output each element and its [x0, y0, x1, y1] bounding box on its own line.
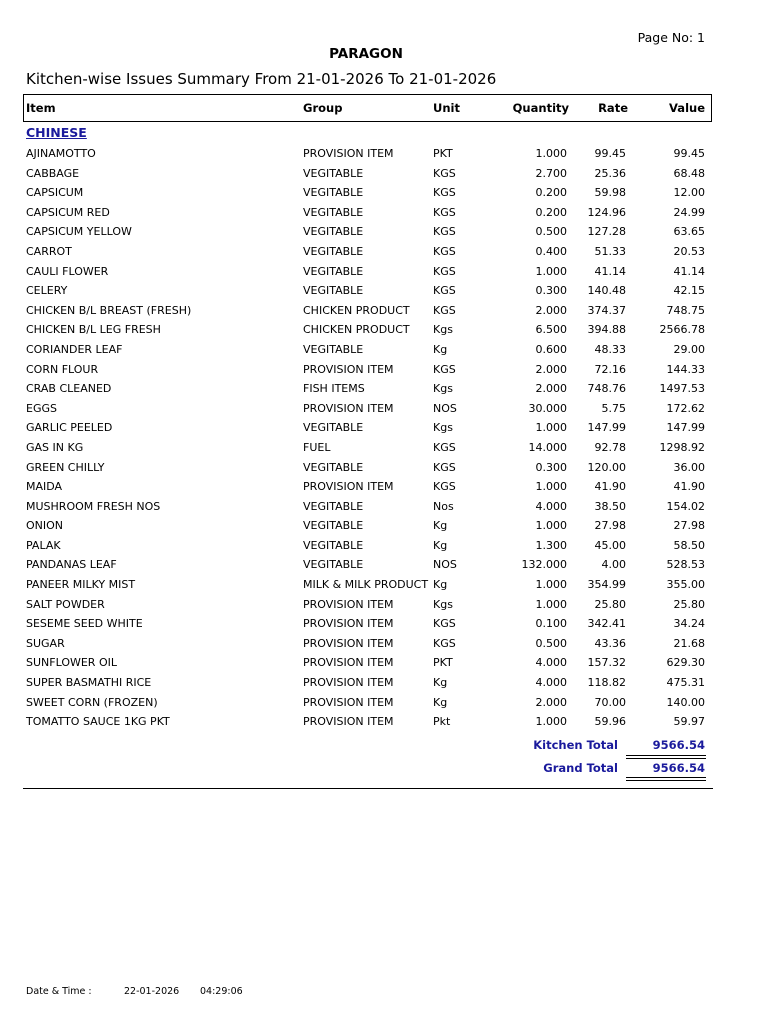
item-group: VEGITABLE [303, 460, 364, 474]
item-value: 475.31 [666, 676, 705, 690]
grand-total-value: 9566.54 [652, 761, 705, 775]
item-quantity: 2.000 [535, 382, 567, 396]
table-row [0, 183, 768, 203]
item-group: VEGITABLE [303, 205, 364, 219]
table-row [0, 614, 768, 634]
item-unit: KGS [433, 166, 456, 180]
item-quantity: 1.000 [535, 264, 567, 278]
item-quantity: 4.000 [535, 676, 567, 690]
table-row [0, 360, 768, 380]
item-value: 34.24 [673, 617, 705, 631]
item-rate: 92.78 [594, 440, 626, 454]
table-row [0, 536, 768, 556]
item-name: SALT POWDER [26, 597, 105, 611]
item-unit: NOS [433, 558, 457, 572]
item-group: PROVISION ITEM [303, 656, 394, 670]
item-value: 154.02 [666, 499, 705, 513]
item-name: SUPER BASMATHI RICE [26, 676, 152, 690]
item-group: PROVISION ITEM [303, 676, 394, 690]
item-rate: 25.36 [594, 166, 626, 180]
item-value: 59.97 [673, 715, 705, 729]
item-group: VEGITABLE [303, 421, 364, 435]
item-value: 41.14 [673, 264, 705, 278]
item-rate: 4.00 [601, 558, 626, 572]
item-name: CELERY [26, 284, 68, 298]
item-unit: Pkt [433, 715, 451, 729]
item-quantity: 4.000 [535, 656, 567, 670]
page-number: Page No: 1 [637, 30, 705, 45]
item-unit: Kgs [433, 597, 453, 611]
item-unit: KGS [433, 186, 456, 200]
report-title: Kitchen-wise Issues Summary From 21-01-2026 To 21-01-2026 [26, 70, 497, 88]
item-quantity: 0.600 [535, 342, 567, 356]
item-group: PROVISION ITEM [303, 362, 394, 376]
grand-total-underline [626, 777, 706, 778]
item-quantity: 2.000 [535, 303, 567, 317]
item-name: GARLIC PEELED [26, 421, 113, 435]
item-unit: KGS [433, 244, 456, 258]
table-row [0, 301, 768, 321]
item-group: PROVISION ITEM [303, 147, 394, 160]
item-rate: 147.99 [587, 421, 626, 435]
table-row [0, 281, 768, 301]
item-name: CRAB CLEANED [26, 382, 112, 396]
item-name: CAPSICUM [26, 186, 84, 200]
item-rate: 48.33 [594, 342, 626, 356]
item-rate: 5.75 [601, 401, 626, 415]
item-unit: Kgs [433, 323, 453, 337]
item-quantity: 1.000 [535, 480, 567, 494]
item-value: 36.00 [673, 460, 705, 474]
item-name: ONION [26, 519, 64, 533]
item-rate: 27.98 [594, 519, 626, 533]
item-group: VEGITABLE [303, 244, 364, 258]
item-unit: KGS [433, 225, 456, 239]
item-rate: 38.50 [594, 499, 626, 513]
table-row [0, 497, 768, 517]
item-unit: PKT [433, 147, 453, 160]
item-rate: 124.96 [587, 205, 626, 219]
item-quantity: 2.000 [535, 362, 567, 376]
item-rate: 99.45 [594, 147, 626, 160]
item-unit: Kg [433, 538, 448, 552]
item-name: CARROT [26, 244, 72, 258]
item-rate: 72.16 [594, 362, 626, 376]
kitchen-total-value: 9566.54 [652, 738, 705, 752]
item-unit: NOS [433, 401, 457, 415]
item-group: PROVISION ITEM [303, 401, 394, 415]
item-value: 20.53 [673, 244, 705, 258]
item-group: PROVISION ITEM [303, 480, 394, 494]
item-unit: KGS [433, 284, 456, 298]
item-quantity: 1.000 [535, 715, 567, 729]
item-rate: 342.41 [587, 617, 626, 631]
item-quantity: 0.100 [535, 617, 567, 631]
item-name: MAIDA [26, 480, 63, 494]
item-value: 21.68 [673, 636, 705, 650]
table-row [0, 242, 768, 262]
item-name: PANDANAS LEAF [26, 558, 117, 572]
item-group: VEGITABLE [303, 225, 364, 239]
item-unit: Kgs [433, 421, 453, 435]
column-header-rate: Rate [598, 101, 628, 115]
item-quantity: 2.700 [535, 166, 567, 180]
item-rate: 127.28 [587, 225, 626, 239]
item-value: 1298.92 [659, 440, 705, 454]
item-quantity: 1.000 [535, 147, 567, 160]
item-rate: 43.36 [594, 636, 626, 650]
item-name: GREEN CHILLY [26, 460, 105, 474]
total-separator-line [626, 758, 706, 759]
item-group: VEGITABLE [303, 166, 364, 180]
item-value: 2566.78 [659, 323, 705, 337]
grand-total-label: Grand Total [543, 761, 618, 775]
report-end-rule [23, 788, 713, 789]
table-row [0, 693, 768, 713]
item-unit: Kg [433, 578, 448, 592]
item-quantity: 132.000 [521, 558, 567, 572]
table-row [0, 379, 768, 399]
item-value: 63.65 [673, 225, 705, 239]
table-row [0, 320, 768, 340]
item-unit: Kg [433, 676, 448, 690]
table-row [0, 418, 768, 438]
item-unit: KGS [433, 636, 456, 650]
item-group: PROVISION ITEM [303, 617, 394, 631]
item-name: EGGS [26, 401, 57, 415]
column-header-quantity: Quantity [512, 101, 569, 115]
item-rate: 374.37 [587, 303, 626, 317]
item-rate: 45.00 [594, 538, 626, 552]
column-header-value: Value [669, 101, 705, 115]
item-quantity: 14.000 [528, 440, 567, 454]
item-rate: 748.76 [587, 382, 626, 396]
item-rate: 41.90 [594, 480, 626, 494]
item-name: CAPSICUM RED [26, 205, 110, 219]
item-name: MUSHROOM FRESH NOS [26, 499, 161, 513]
item-group: FUEL [303, 440, 331, 454]
item-value: 144.33 [666, 362, 705, 376]
item-group: VEGITABLE [303, 499, 364, 513]
item-group: VEGITABLE [303, 342, 364, 356]
item-quantity: 0.400 [535, 244, 567, 258]
item-unit: KGS [433, 205, 456, 219]
item-value: 147.99 [666, 421, 705, 435]
item-value: 99.45 [673, 147, 705, 160]
item-name: SWEET CORN (FROZEN) [26, 695, 158, 709]
table-row [0, 516, 768, 536]
item-name: CAPSICUM YELLOW [26, 225, 132, 239]
item-name: CHICKEN B/L BREAST (FRESH) [26, 303, 192, 317]
item-value: 528.53 [666, 558, 705, 572]
table-row [0, 477, 768, 497]
table-row [0, 222, 768, 242]
item-rate: 59.96 [594, 715, 626, 729]
item-group: CHICKEN PRODUCT [303, 303, 410, 317]
footer-time: 04:29:06 [200, 986, 243, 997]
table-row [0, 262, 768, 282]
kitchen-total-label: Kitchen Total [533, 738, 618, 752]
item-name: CHICKEN B/L LEG FRESH [26, 323, 161, 337]
table-row [0, 712, 768, 732]
item-value: 25.80 [673, 597, 705, 611]
table-row [0, 144, 768, 164]
item-name: PALAK [26, 538, 61, 552]
item-quantity: 1.000 [535, 421, 567, 435]
item-quantity: 0.200 [535, 205, 567, 219]
table-row [0, 634, 768, 654]
item-rate: 51.33 [594, 244, 626, 258]
footer-datetime-label: Date & Time : [26, 986, 92, 997]
item-value: 42.15 [673, 284, 705, 298]
item-unit: Nos [433, 499, 454, 513]
item-quantity: 1.000 [535, 519, 567, 533]
item-value: 140.00 [666, 695, 705, 709]
item-unit: Kgs [433, 382, 453, 396]
item-group: PROVISION ITEM [303, 715, 394, 729]
item-group: VEGITABLE [303, 538, 364, 552]
item-unit: KGS [433, 362, 456, 376]
kitchen-section-title: CHINESE [26, 125, 87, 140]
item-value: 58.50 [673, 538, 705, 552]
table-row [0, 653, 768, 673]
item-quantity: 0.300 [535, 284, 567, 298]
item-rate: 120.00 [587, 460, 626, 474]
table-row [0, 555, 768, 575]
column-header-unit: Unit [433, 101, 460, 115]
item-group: MILK & MILK PRODUCT [303, 578, 429, 592]
table-header [23, 94, 712, 122]
column-header-group: Group [303, 101, 343, 115]
table-row [0, 673, 768, 693]
item-value: 172.62 [666, 401, 705, 415]
item-quantity: 2.000 [535, 695, 567, 709]
item-quantity: 0.500 [535, 636, 567, 650]
item-name: AJINAMOTTO [26, 147, 96, 160]
item-group: PROVISION ITEM [303, 636, 394, 650]
total-separator-line [626, 755, 706, 756]
item-rate: 59.98 [594, 186, 626, 200]
item-value: 629.30 [666, 656, 705, 670]
item-rate: 70.00 [594, 695, 626, 709]
item-group: PROVISION ITEM [303, 695, 394, 709]
item-unit: PKT [433, 656, 453, 670]
item-value: 355.00 [666, 578, 705, 592]
table-row [0, 575, 768, 595]
item-quantity: 30.000 [528, 401, 567, 415]
item-group: VEGITABLE [303, 264, 364, 278]
item-unit: Kg [433, 695, 448, 709]
item-name: CORIANDER LEAF [26, 342, 123, 356]
company-name: PARAGON [329, 46, 403, 62]
item-rate: 25.80 [594, 597, 626, 611]
item-rate: 354.99 [587, 578, 626, 592]
item-value: 1497.53 [659, 382, 705, 396]
table-row [0, 399, 768, 419]
item-unit: KGS [433, 440, 456, 454]
item-quantity: 6.500 [535, 323, 567, 337]
item-value: 41.90 [673, 480, 705, 494]
item-rate: 41.14 [594, 264, 626, 278]
footer-date: 22-01-2026 [124, 986, 180, 997]
item-name: SUNFLOWER OIL [26, 656, 117, 670]
item-rate: 157.32 [587, 656, 626, 670]
item-name: TOMATTO SAUCE 1KG PKT [26, 715, 170, 729]
item-unit: KGS [433, 264, 456, 278]
item-name: PANEER MILKY MIST [26, 578, 136, 592]
table-row [0, 340, 768, 360]
item-value: 68.48 [673, 166, 705, 180]
table-row [0, 595, 768, 615]
item-value: 27.98 [673, 519, 705, 533]
item-quantity: 1.000 [535, 597, 567, 611]
item-unit: KGS [433, 480, 456, 494]
item-rate: 140.48 [587, 284, 626, 298]
grand-total-underline [626, 780, 706, 781]
item-name: SESEME SEED WHITE [26, 617, 143, 631]
item-unit: KGS [433, 460, 456, 474]
item-quantity: 1.300 [535, 538, 567, 552]
item-value: 24.99 [673, 205, 705, 219]
column-header-item: Item [26, 101, 56, 115]
item-quantity: 0.500 [535, 225, 567, 239]
item-rate: 118.82 [587, 676, 626, 690]
item-group: FISH ITEMS [303, 382, 365, 396]
item-value: 29.00 [673, 342, 705, 356]
item-name: SUGAR [26, 636, 65, 650]
item-table-body [0, 144, 768, 732]
item-name: GAS IN KG [26, 440, 84, 454]
item-name: CORN FLOUR [26, 362, 99, 376]
table-row [0, 438, 768, 458]
item-value: 748.75 [666, 303, 705, 317]
item-unit: Kg [433, 519, 448, 533]
table-row [0, 203, 768, 223]
item-unit: KGS [433, 617, 456, 631]
item-group: VEGITABLE [303, 558, 364, 572]
item-group: CHICKEN PRODUCT [303, 323, 410, 337]
item-rate: 394.88 [587, 323, 626, 337]
item-quantity: 1.000 [535, 578, 567, 592]
item-name: CABBAGE [26, 166, 80, 180]
item-unit: Kg [433, 342, 448, 356]
table-row [0, 458, 768, 478]
item-group: VEGITABLE [303, 284, 364, 298]
item-group: PROVISION ITEM [303, 597, 394, 611]
table-row [0, 164, 768, 184]
item-quantity: 0.300 [535, 460, 567, 474]
item-group: VEGITABLE [303, 519, 364, 533]
item-unit: KGS [433, 303, 456, 317]
item-quantity: 4.000 [535, 499, 567, 513]
item-name: CAULI FLOWER [26, 264, 109, 278]
item-value: 12.00 [673, 186, 705, 200]
item-group: VEGITABLE [303, 186, 364, 200]
item-quantity: 0.200 [535, 186, 567, 200]
